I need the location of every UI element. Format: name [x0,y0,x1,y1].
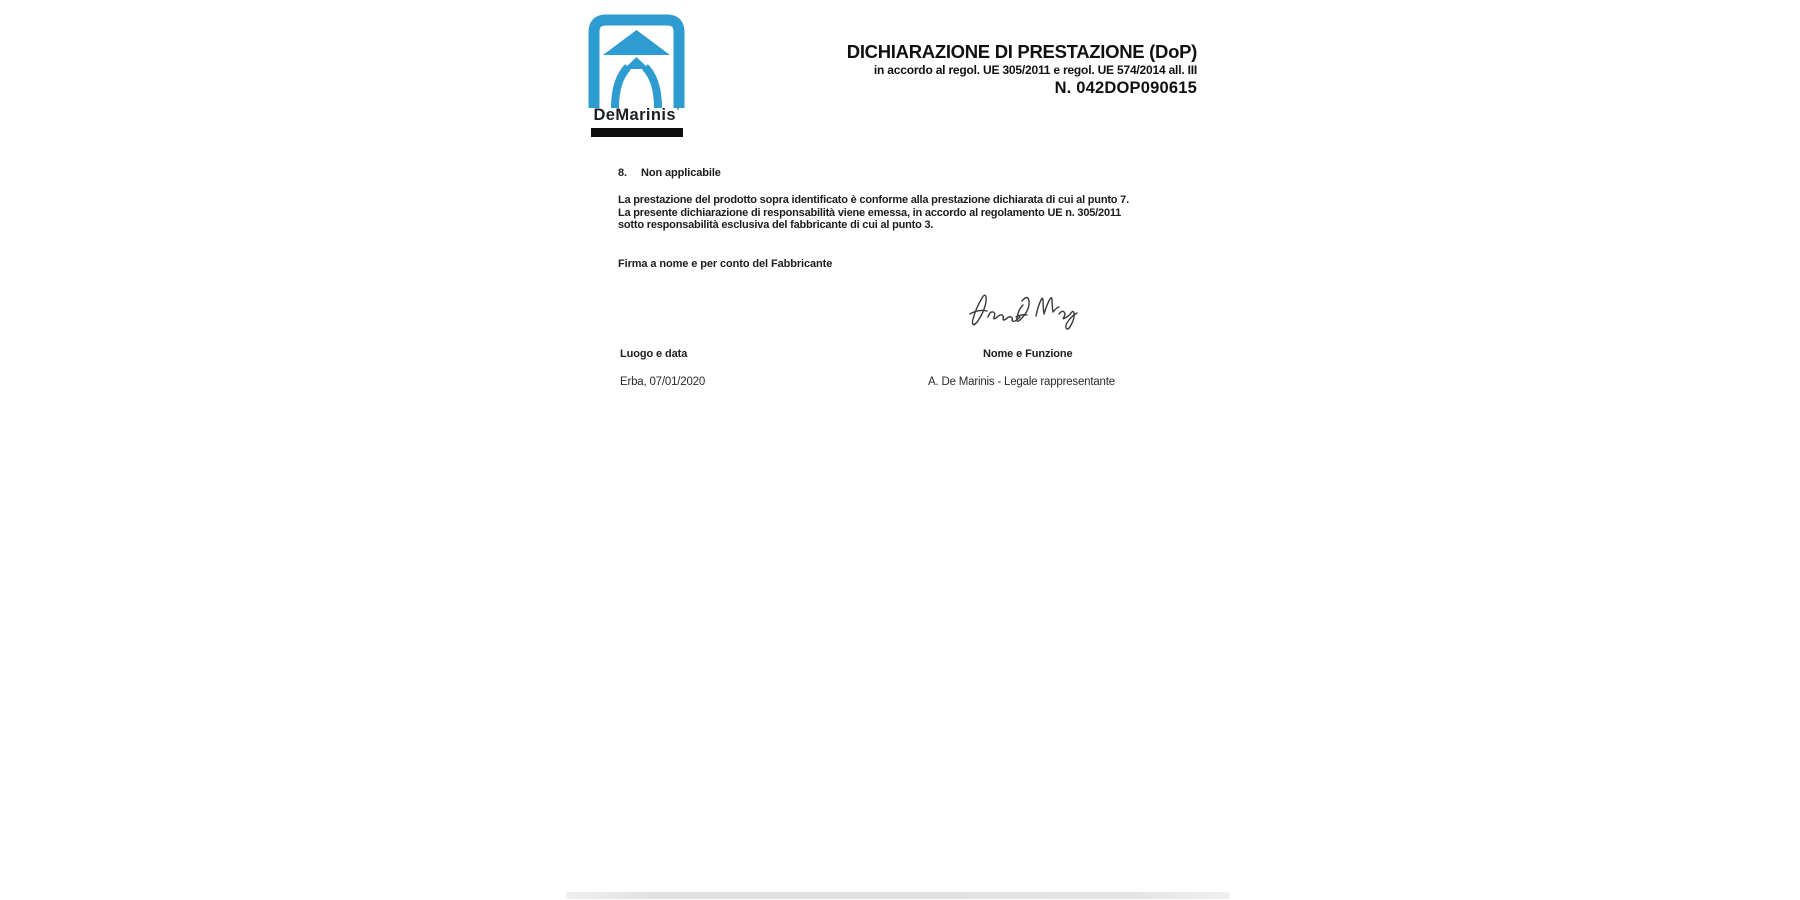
logo-registered-mark: ’ [676,107,680,116]
document-subtitle: in accordo al regol. UE 305/2011 e regol. UE 574/2014 all. III [873,63,1197,77]
document-number: N. 042DOP090615 [1054,79,1197,97]
signature-caption: Firma a nome e per conto del Fabbricante [618,258,833,270]
name-function-value: A. De Marinis - Legale rappresentante [928,376,1115,388]
name-function-label: Nome e Funzione [983,348,1073,360]
list-item-8 [618,167,721,179]
place-date-value: Erba, 07/01/2020 [620,376,706,388]
list-item-text: Non applicabile [641,167,721,179]
list-item-number: 8. [618,167,627,179]
place-date-label: Luogo e data [620,348,688,360]
logo-underline-bar [591,128,683,137]
scanned-page-edge [566,892,1230,899]
paragraph-line: La prestazione del prodotto sopra identificato è conforme alla prestazione dichiarata di cui al punto 7. [618,194,1129,206]
paragraph-line: La presente dichiarazione di responsabilità viene emessa, in accordo al regolamento UE n. 305/2011 [618,206,1122,219]
handwritten-signature [966,286,1084,332]
logo-wordmark [586,106,687,125]
document-header [600,42,1197,97]
declaration-paragraph [618,194,1129,232]
document-title: DICHIARAZIONE DI PRESTAZIONE (DoP) [846,41,1197,62]
paragraph-line: sotto responsabilità esclusiva del fabbricante di cui al punto 3. [618,219,934,232]
logo-wordmark-text: DeMarinis [593,106,676,124]
